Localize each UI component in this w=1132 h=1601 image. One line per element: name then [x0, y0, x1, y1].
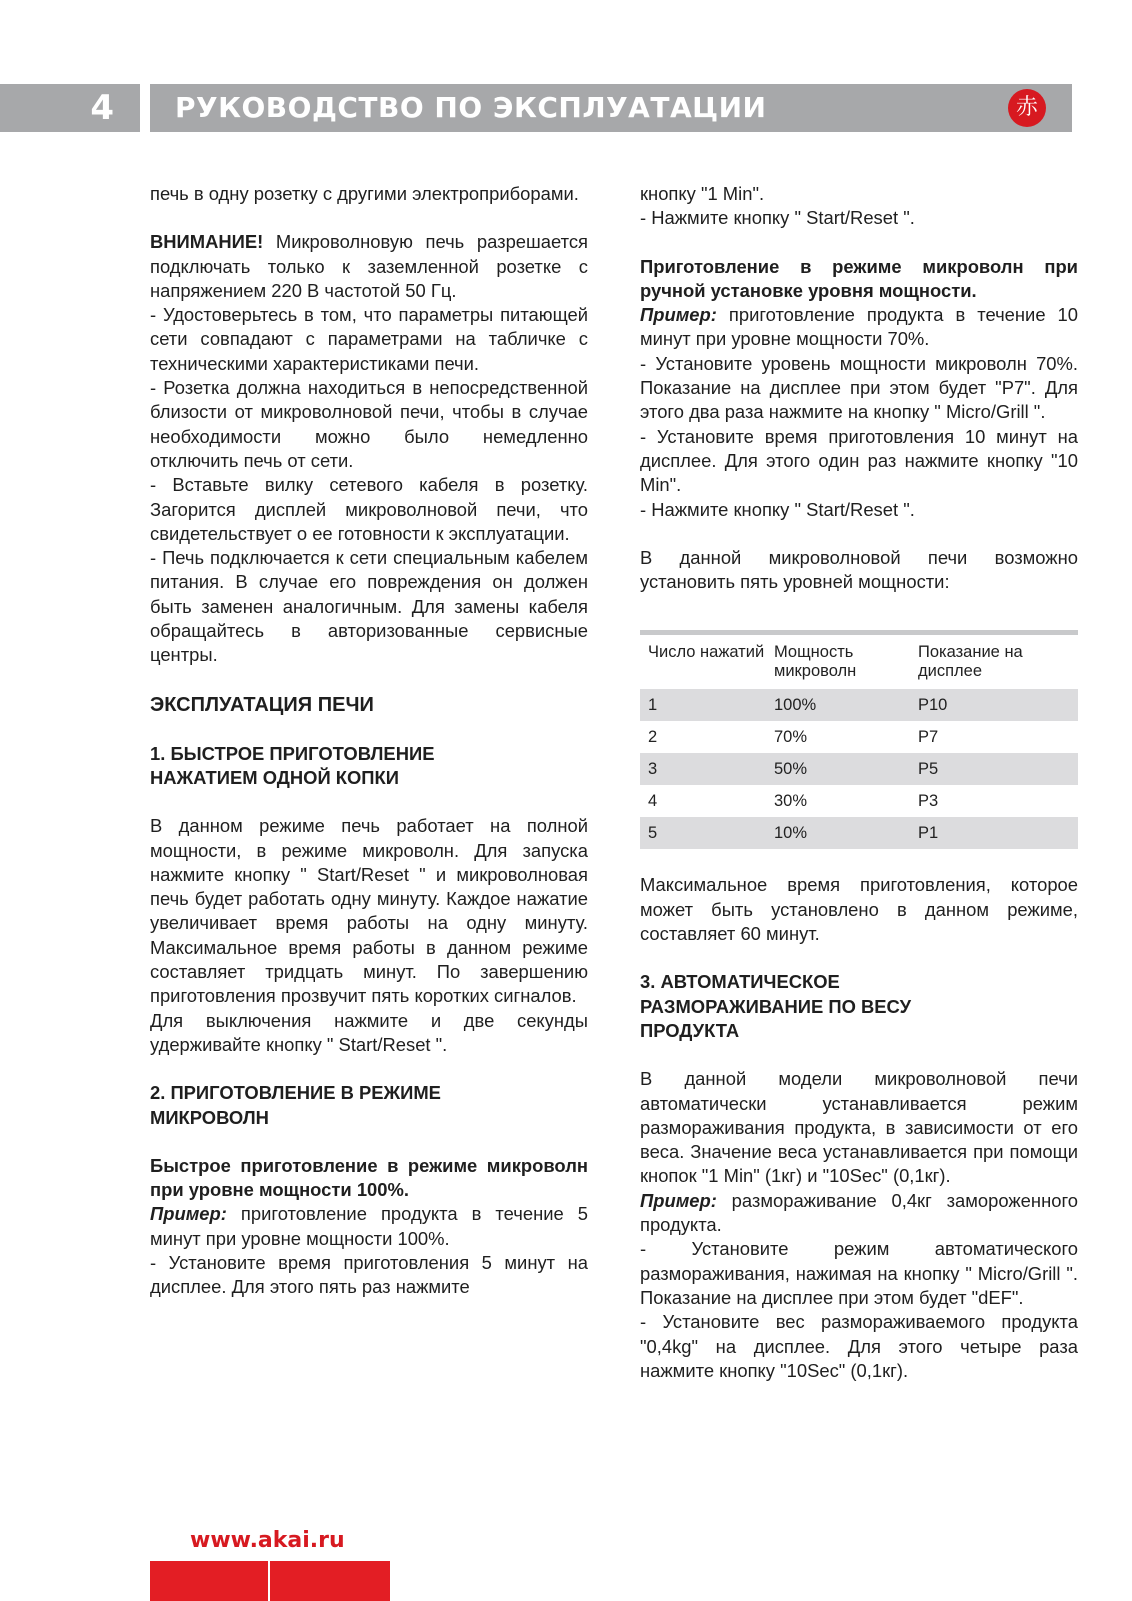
list-item: - Удостоверьтесь в том, что параметры питающей сети совпадают с параметрами на табличке с техническими характеристиками печи. — [150, 304, 588, 374]
example-paragraph — [640, 1189, 1078, 1238]
paragraph: В данном режиме печь работает на полной мощности, в режиме микроволн. Для запуска нажмите кнопку " Start/Reset " и микроволновая печь будет работать одну минуту. Каждое нажатие увеличивает время работы на одну минуту. Максимальное время работы в данном режиме составляет тридцать минут. По завершению приготовления прозвучит пять коротких сигналов. — [150, 815, 588, 1007]
table-cell: 10% — [766, 817, 910, 849]
example-paragraph — [150, 1202, 588, 1251]
column-header: Число нажатий — [648, 643, 765, 662]
list-item: - Установите уровень мощности микроволн 70%. Показание на дисплее при этом будет "P7". Для этого два раза нажмите на кнопку " Micro/Grill ". — [640, 352, 1078, 423]
list-item: - Розетка должна находиться в непосредственной близости от микроволновой печи, чтобы в случае необходимости можно было немедленно отключить печь от сети. — [150, 377, 588, 471]
section-heading: ЭКСПЛУАТАЦИЯ ПЕЧИ — [150, 693, 374, 716]
table-cell: 100% — [766, 689, 910, 721]
brand-seal-icon: 赤 — [1008, 89, 1046, 127]
paragraph: В данной микроволновой печи возможно установить пять уровней мощности: — [640, 546, 1078, 593]
table-row — [640, 689, 1078, 721]
table-cell: 70% — [774, 728, 808, 747]
list-item: - Установите вес размораживаемого продукта "0,4kg" на дисплее. Для этого четыре раза нажмите кнопку "10Sec" (0,1кг). — [640, 1311, 1078, 1381]
table-row — [640, 753, 1078, 785]
example-label: Пример: — [640, 304, 717, 326]
table-cell: 2 — [648, 728, 658, 747]
subsection-heading-line: ПРОДУКТА — [640, 1019, 740, 1041]
table-cell: 5 — [640, 817, 766, 849]
attention-paragraph — [150, 230, 588, 303]
footer-bar — [270, 1561, 390, 1601]
example-label: Пример: — [640, 1189, 717, 1211]
list-item: - Нажмите кнопку " Start/Reset ". — [640, 207, 915, 229]
list-item: - Установите время приготовления 10 минут на дисплее. Для этого один раз нажмите кнопку "10 Min". — [640, 425, 1078, 496]
example-text: приготовление продукта в течение 5 минут при уровне мощности 100%. — [150, 1203, 588, 1249]
list-item: - Установите время приготовления 5 минут на дисплее. Для этого пять раз нажмите — [150, 1251, 588, 1298]
subsection-heading-line: РАЗМОРАЖИВАНИЕ ПО ВЕСУ — [640, 995, 912, 1017]
table-cell: P7 — [918, 728, 939, 747]
table-cell: 3 — [640, 753, 766, 785]
header-bar — [150, 84, 1072, 132]
power-levels-table — [640, 630, 1078, 849]
table-cell: P1 — [910, 817, 1078, 849]
paragraph: кнопку "1 Min". — [640, 183, 765, 204]
table-cell: 30% — [774, 792, 808, 811]
paragraph: Для выключения нажмите и две секунды удерживайте кнопку " Start/Reset ". — [150, 1009, 588, 1055]
subsection-heading-line: 3. АВТОМАТИЧЕСКОЕ — [640, 971, 840, 993]
subsection-heading-line: НАЖАТИЕМ ОДНОЙ КОПКИ — [150, 766, 399, 788]
example-paragraph — [640, 303, 1078, 352]
subsection-heading-line: 2. ПРИГОТОВЛЕНИЕ В РЕЖИМЕ — [150, 1082, 441, 1104]
table-row — [640, 817, 1078, 849]
paragraph: В данной модели микроволновой печи автоматически устанавливается режим размораживания продукта, в зависимости от его веса. Значение веса устанавливается при помощи кнопок "1 Min" (1кг) и "10Sec" (0,1кг). — [640, 1068, 1078, 1187]
table-cell: 1 — [640, 689, 766, 721]
table-cell: P3 — [918, 792, 939, 811]
attention-text: Микроволновую печь разрешается подключать только к заземленной розетке с напряжением 220 В частотой 50 Гц. — [150, 231, 588, 301]
list-item: - Печь подключается к сети специальным кабелем питания. В случае его повреждения он должен быть заменен аналогичным. Для замены кабеля обращайтесь в авторизованные сервисные центры. — [150, 547, 588, 666]
page-number: 4 — [0, 84, 140, 132]
paragraph: печь в одну розетку с другими электроприборами. — [150, 183, 579, 204]
table-row — [640, 721, 1078, 753]
list-item: - Нажмите кнопку " Start/Reset ". — [640, 498, 915, 520]
attention-label: ВНИМАНИЕ! — [150, 231, 264, 253]
example-label: Пример: — [150, 1203, 227, 1225]
table-cell: 4 — [648, 792, 658, 811]
bold-subheading: Быстрое приготовление в режиме микроволн при уровне мощности 100%. — [150, 1154, 588, 1201]
footer-bar — [150, 1561, 268, 1601]
list-item: - Вставьте вилку сетевого кабеля в розетку. Загорится дисплей микроволновой печи, что свидетельствует о ее готовности к эксплуатации. — [150, 474, 588, 544]
example-text: приготовление продукта в течение 10 минут при уровне мощности 70%. — [640, 304, 1078, 350]
bold-subheading: Приготовление в режиме микроволн при ручной установке уровня мощности. — [640, 255, 1078, 301]
table-header-row — [640, 635, 1078, 689]
column-header: Мощность микроволн — [774, 643, 857, 681]
table-cell: P5 — [910, 753, 1078, 785]
subsection-heading-line: 1. БЫСТРОЕ ПРИГОТОВЛЕНИЕ — [150, 742, 435, 764]
example-text: размораживание 0,4кг замороженного продукта. — [640, 1189, 1078, 1236]
column-header: Показание на дисплее — [918, 643, 1023, 681]
subsection-heading-line: МИКРОВОЛН — [150, 1106, 269, 1128]
website-link[interactable]: www.akai.ru — [190, 1528, 345, 1553]
right-column — [640, 182, 1078, 1383]
table-row — [640, 785, 1078, 817]
page-title: РУКОВОДСТВО ПО ЭКСПЛУАТАЦИИ — [175, 91, 767, 124]
table-cell: 50% — [766, 753, 910, 785]
table-cell: P10 — [910, 689, 1078, 721]
left-column — [150, 182, 588, 1300]
list-item: - Установите режим автоматического размораживания, нажимая на кнопку " Micro/Grill ". Показание на дисплее при этом будет "dEF". — [640, 1238, 1078, 1308]
paragraph: Максимальное время приготовления, которое может быть установлено в данном режиме, составляет 60 минут. — [640, 874, 1078, 945]
